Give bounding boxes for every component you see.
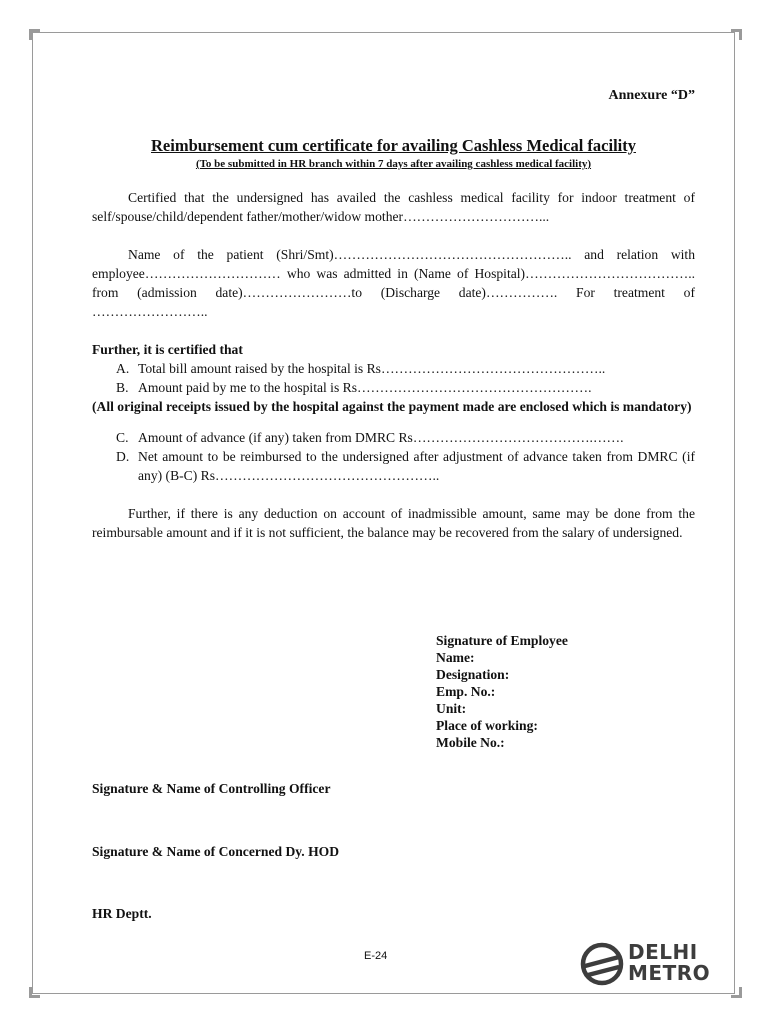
annexure-label: Annexure “D” (608, 88, 695, 103)
emp-no-label: Emp. No.: (436, 684, 496, 699)
logo-line-delhi: DELHI (628, 940, 698, 964)
mobile-no-label: Mobile No.: (436, 735, 505, 750)
logo-line-metro: METRO (628, 961, 711, 985)
list-text: Total bill amount raised by the hospital is Rs………………………………………….. (138, 361, 606, 376)
employee-signature-block (436, 632, 568, 751)
unit-label: Unit: (436, 701, 467, 716)
logo-wordmark (628, 942, 710, 984)
designation-label: Designation: (436, 667, 510, 682)
amount-list-ab (92, 359, 695, 397)
list-item (92, 428, 695, 447)
document-body (92, 86, 695, 561)
corner-mark (731, 29, 742, 40)
certification-paragraph: Certified that the undersigned has availed the cashless medical facility for indoor treatment of self/spouse/child/dependent father/mother/widow mother…………………………... (92, 190, 695, 224)
list-item (92, 359, 695, 378)
metro-logo-icon (580, 942, 626, 988)
list-item (92, 378, 695, 397)
receipts-note: (All original receipts issued by the hospital against the payment made are enclosed which is mandatory) (92, 399, 692, 414)
list-letter: D. (116, 449, 130, 464)
controlling-officer-signature: Signature & Name of Controlling Officer (92, 781, 331, 796)
corner-mark (29, 987, 40, 998)
corner-mark (29, 29, 40, 40)
list-text: Amount of advance (if any) taken from DMRC Rs………………………………….……. (138, 430, 624, 445)
list-letter: A. (116, 361, 130, 376)
hod-signature: Signature & Name of Concerned Dy. HOD (92, 844, 340, 859)
deduction-paragraph: Further, if there is any deduction on account of inadmissible amount, same may be done from the reimbursable amount and if it is not sufficient, the balance may be recovered from the salary of undersigned. (92, 506, 695, 540)
list-letter: C. (116, 430, 129, 445)
list-text: Amount paid by me to the hospital is Rs……………………………………………. (138, 380, 592, 395)
document-title: Reimbursement cum certificate for availing Cashless Medical facility (151, 136, 636, 155)
page-number: E-24 (364, 950, 388, 962)
signature-of-employee: Signature of Employee (436, 633, 568, 648)
further-certified-heading: Further, it is certified that (92, 342, 243, 357)
document-subtitle: (To be submitted in HR branch within 7 days after availing cashless medical facility) (195, 158, 592, 170)
name-label: Name: (436, 650, 475, 665)
list-letter: B. (116, 380, 129, 395)
patient-details-paragraph: Name of the patient (Shri/Smt)…………………………………………….. and relation with employee………………………… who was admitted in (Name of Hospital)……………………………….. from (admission date)……………………to (Discharge date)……………. For treatment of …………………….. (92, 247, 695, 319)
list-item (92, 447, 695, 485)
amount-list-cd (92, 428, 695, 485)
hr-department-label: HR Deptt. (92, 906, 152, 921)
list-text: Net amount to be reimbursed to the undersigned after adjustment of advance taken from DMRC (if any) (B-C) Rs………………………………………….. (138, 449, 695, 483)
corner-mark (731, 987, 742, 998)
delhi-metro-logo (578, 940, 728, 988)
place-of-working-label: Place of working: (436, 718, 538, 733)
